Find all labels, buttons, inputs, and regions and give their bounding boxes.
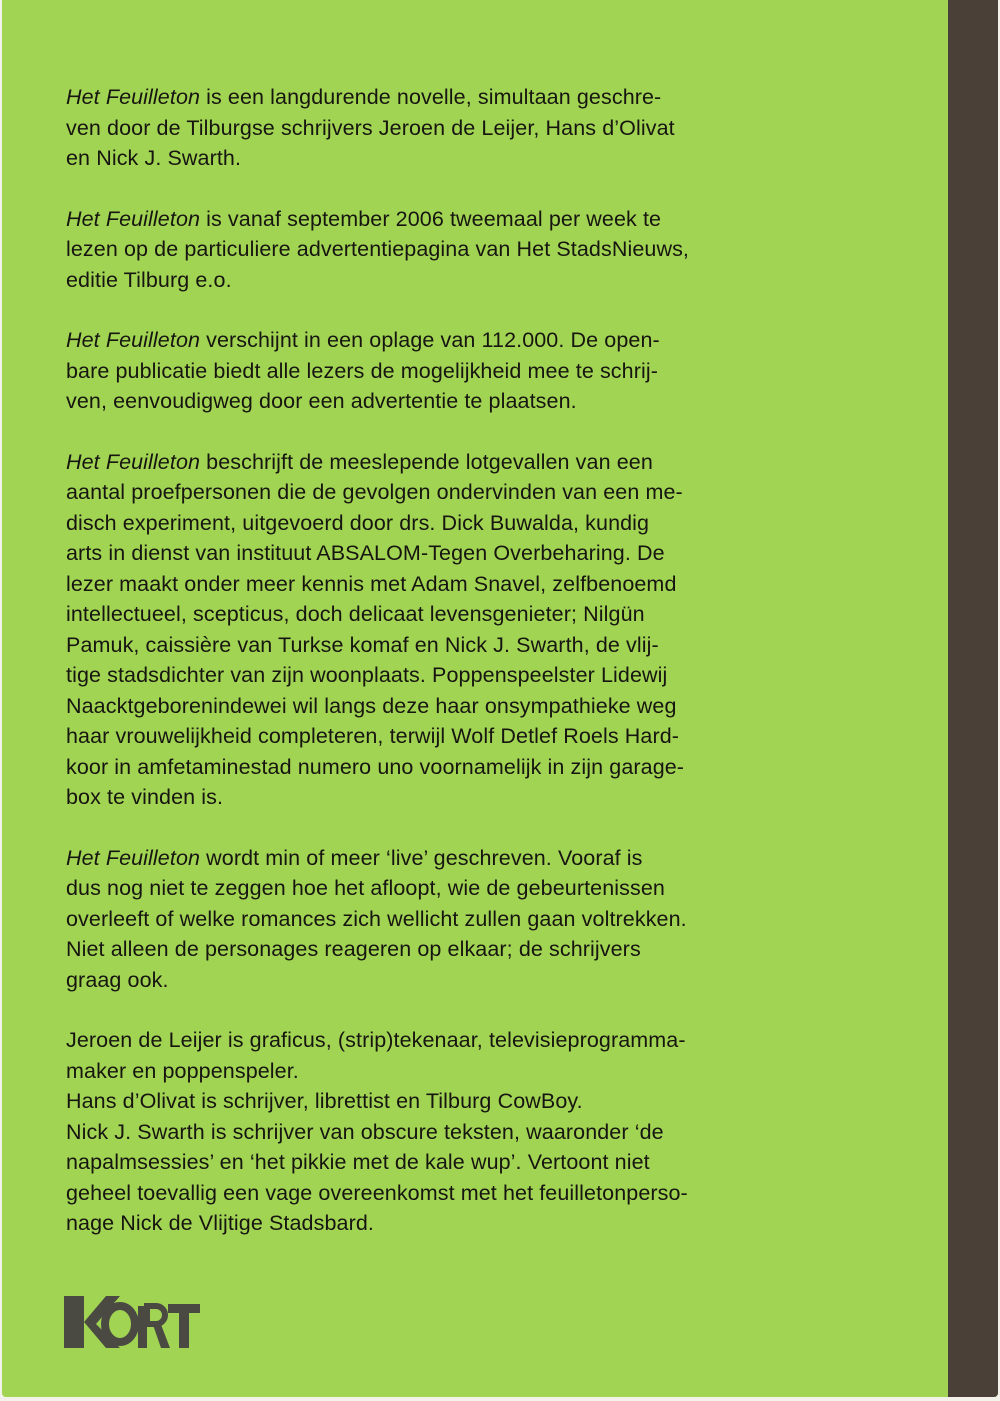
paragraph-text: is een langdurende novelle, simultaan geschre- ven door de Tilburgse schrijvers Jeroen de Leijer, Hans d’Olivat en Nick J. Swarth. [66, 85, 675, 170]
feuilleton-title: Het Feuilleton [66, 206, 201, 231]
paragraph-synopsis [66, 447, 856, 813]
paragraph-text: Jeroen de Leijer is graficus, (strip)tekenaar, televisieprogramma- maker en poppenspeler. Hans d’Olivat is schrijver, librettist en Tilburg CowBoy. Nick J. Swarth is schrijver van obscure teksten, waaronder ‘de napalmsessies’ en ‘het pikkie met de kale wup’. Vertoont niet geheel toevallig een vage overeenkomst met het feuilletonperso- nage Nick de Vlijtige Stadsbard. [66, 1028, 688, 1235]
feuilleton-title: Het Feuilleton [66, 845, 201, 870]
feuilleton-title: Het Feuilleton [66, 449, 201, 474]
feuilleton-title: Het Feuilleton [66, 85, 201, 109]
paragraph-authors [66, 1025, 856, 1239]
blurb-text [66, 82, 856, 1239]
paragraph-text: beschrijft de meeslepende lotgevallen van een aantal proefpersonen die de gevolgen ondervinden van een me- disch experiment, uitgevoerd door drs. Dick Buwalda, kundig arts in dienst van instituut ABSALOM-Tegen Overbeharing. De lezer maakt onder meer kennis met Adam Snavel, zelfbenoemd intellectueel, scepticus, doch delicaat levensgenieter; Nilgün Pamuk, caissière van Turkse komaf en Nick J. Swarth, de vlij- tige stadsdichter van zijn woonplaats. Poppenspeelster Lidewij Naacktgeborenindewei wil langs deze haar onsympathieke weg haar vrouwelijkheid completeren, terwijl Wolf Detlef Roels Hard- koor in amfetaminestad numero uno voornamelijk in zijn garage- box te vinden is. [66, 449, 685, 809]
paragraph-text: is vanaf september 2006 tweemaal per week te lezen op de particuliere advertentiepagina van Het StadsNieuws, editie Tilburg e.o. [66, 206, 690, 292]
feuilleton-title: Het Feuilleton [66, 328, 201, 352]
book-spine [948, 0, 998, 1397]
paragraph-text: wordt min of meer ‘live’ geschreven. Vooraf is dus nog niet te zeggen hoe het afloopt, wie de gebeurtenissen overleeft of welke romances zich wellicht zullen gaan voltrekken. Niet alleen de personages reageren op elkaar; de schrijvers graag ook. [66, 845, 687, 992]
paragraph-publication [66, 204, 856, 296]
paragraph-intro [66, 82, 856, 174]
paragraph-text: verschijnt in een oplage van 112.000. De open- bare publicatie biedt alle lezers de mogelijkheid mee te schrij- ven, eenvoudigweg door een advertentie te plaatsen. [66, 328, 660, 413]
kort-publisher-logo [62, 1292, 202, 1352]
paragraph-live-writing [66, 843, 856, 996]
back-cover [2, 0, 998, 1397]
paragraph-circulation [66, 325, 856, 417]
